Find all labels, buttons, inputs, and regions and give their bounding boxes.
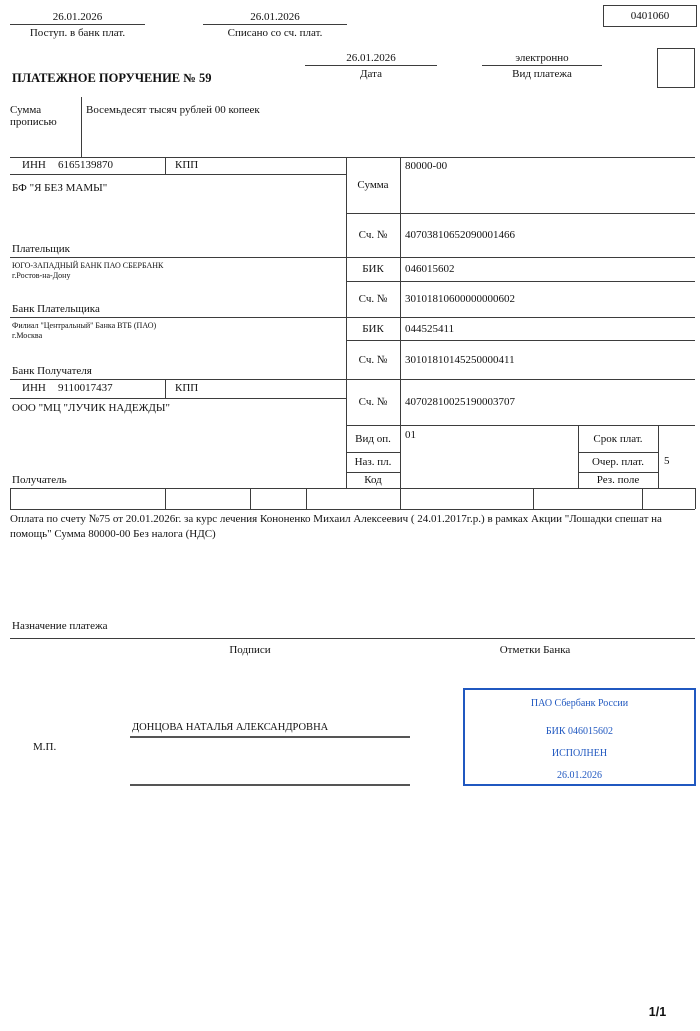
payer-bank-corr-label: Сч. № (358, 293, 388, 305)
beneficiary-bank-corr-label: Сч. № (358, 353, 388, 366)
stamp-date: 26.01.2026 (557, 770, 602, 781)
payment-purpose-text: Оплата по счету №75 от 20.01.2026г. за курс лечения Кононенко Михаил Алексеевич ( 24.01.2017г.р.) в рамках Акции "Лошадки спешат на помощь" Сумма 80000-00 Без налога (НДС) (10, 513, 662, 540)
op-type-value: 01 (405, 429, 416, 441)
payer-bank-corr-value: 30101810600000000602 (405, 293, 515, 305)
signature-line (130, 736, 410, 738)
table-line (165, 488, 166, 509)
beneficiary-inn-value: 9110017437 (58, 382, 113, 394)
table-line (165, 379, 166, 398)
document-title: ПЛАТЕЖНОЕ ПОРУЧЕНИЕ № 59 (12, 71, 212, 85)
sum-value: 80000-00 (405, 160, 448, 172)
payment-kind-value: электронно (515, 52, 569, 64)
payer-inn-label: ИНН (22, 159, 46, 171)
form-code: 0401060 (630, 10, 670, 22)
table-line (533, 488, 534, 509)
beneficiary-bank-city: г.Москва (12, 331, 43, 340)
amount-words-value: Восемьдесят тысяч рублей 00 копеек (86, 104, 260, 116)
payer-account-value: 40703810652090001466 (405, 229, 515, 241)
payer-bank-bik-label: БИК (362, 263, 384, 275)
amount-words-label: Сумма прописью (10, 104, 57, 128)
table-line (165, 157, 166, 174)
bank-stamp (463, 688, 696, 786)
rule (482, 65, 602, 66)
table-line (250, 488, 251, 509)
beneficiary-bank-label: Банк Получателя (12, 365, 92, 377)
received-date-label: Поступ. в банк плат. (29, 27, 126, 39)
beneficiary-kpp-label: КПП (175, 382, 199, 394)
beneficiary-label: Получатель (12, 474, 67, 486)
table-line (10, 174, 346, 175)
beneficiary-name: ООО "МЦ "ЛУЧИК НАДЕЖДЫ" (12, 402, 171, 414)
beneficiary-bank-corr-value: 30101810145250000411 (405, 353, 515, 366)
table-line (306, 488, 307, 509)
table-line (400, 157, 401, 509)
table-line (10, 488, 695, 489)
op-type-label: Вид оп. (355, 432, 391, 445)
stamp-bank-name: ПАО Сбербанк России (530, 698, 629, 709)
payer-name: БФ "Я БЕЗ МАМЫ" (12, 182, 108, 194)
payer-account-label: Сч. № (358, 229, 388, 241)
signer-name: ДОНЦОВА НАТАЛЬЯ АЛЕКСАНДРОВНА (132, 722, 329, 733)
payer-bank-label: Банк Плательщика (12, 303, 100, 315)
payer-label: Плательщик (12, 243, 70, 255)
payer-bank-name: ЮГО-ЗАПАДНЫЙ БАНК ПАО СБЕРБАНК (12, 261, 164, 270)
date-value: 26.01.2026 (346, 52, 396, 64)
form-code-box (603, 5, 697, 27)
payer-bank-bik-value: 046015602 (405, 263, 455, 275)
rule (203, 24, 347, 25)
table-line (695, 488, 696, 509)
beneficiary-bank-name: Филиал "Центральный" Банка ВТБ (ПАО) (12, 321, 157, 330)
rule (305, 65, 437, 66)
reserve-field-label: Рез. поле (596, 474, 640, 486)
stamp-bik: БИК 046015602 (545, 726, 614, 737)
rule (10, 638, 695, 639)
divider (81, 97, 82, 157)
table-line (642, 488, 643, 509)
sum-label: Сумма (357, 179, 389, 191)
table-line (10, 398, 346, 399)
stamp-status: ИСПОЛНЕН (551, 748, 608, 759)
debited-date-label: Списано со сч. плат. (227, 27, 323, 39)
priority-value: 5 (664, 455, 670, 467)
status-code-box (657, 48, 695, 88)
beneficiary-account-label: Сч. № (358, 396, 388, 408)
payer-bank-city: г.Ростов-на-Дону (12, 271, 71, 280)
due-date-label: Срок плат. (593, 432, 643, 445)
beneficiary-account-value: 40702810025190003707 (405, 396, 515, 408)
page-indicator: 1/1 (648, 1005, 667, 1019)
table-line (10, 488, 11, 509)
date-label: Дата (360, 68, 382, 80)
rule (10, 24, 145, 25)
beneficiary-inn-label: ИНН (22, 382, 46, 394)
bank-marks-header: Отметки Банка (499, 644, 571, 656)
debited-date-value: 26.01.2026 (250, 11, 300, 23)
seal-place-label: М.П. (33, 741, 57, 753)
payment-kind-label: Вид платежа (512, 68, 572, 80)
payment-purpose-label: Назначение платежа (12, 620, 108, 632)
beneficiary-bank-bik-label: БИК (362, 322, 384, 335)
purpose-code-label: Наз. пл. (354, 456, 392, 468)
priority-label: Очер. плат. (591, 456, 645, 468)
signatures-header: Подписи (229, 644, 271, 656)
payer-inn-value: 6165139870 (58, 159, 113, 171)
signature-line (130, 784, 410, 786)
received-date-value: 26.01.2026 (52, 11, 103, 23)
table-line (658, 425, 659, 488)
table-line (10, 509, 695, 510)
code-label: Код (364, 474, 382, 486)
payer-kpp-label: КПП (175, 159, 199, 171)
beneficiary-bank-bik-value: 044525411 (405, 322, 455, 335)
